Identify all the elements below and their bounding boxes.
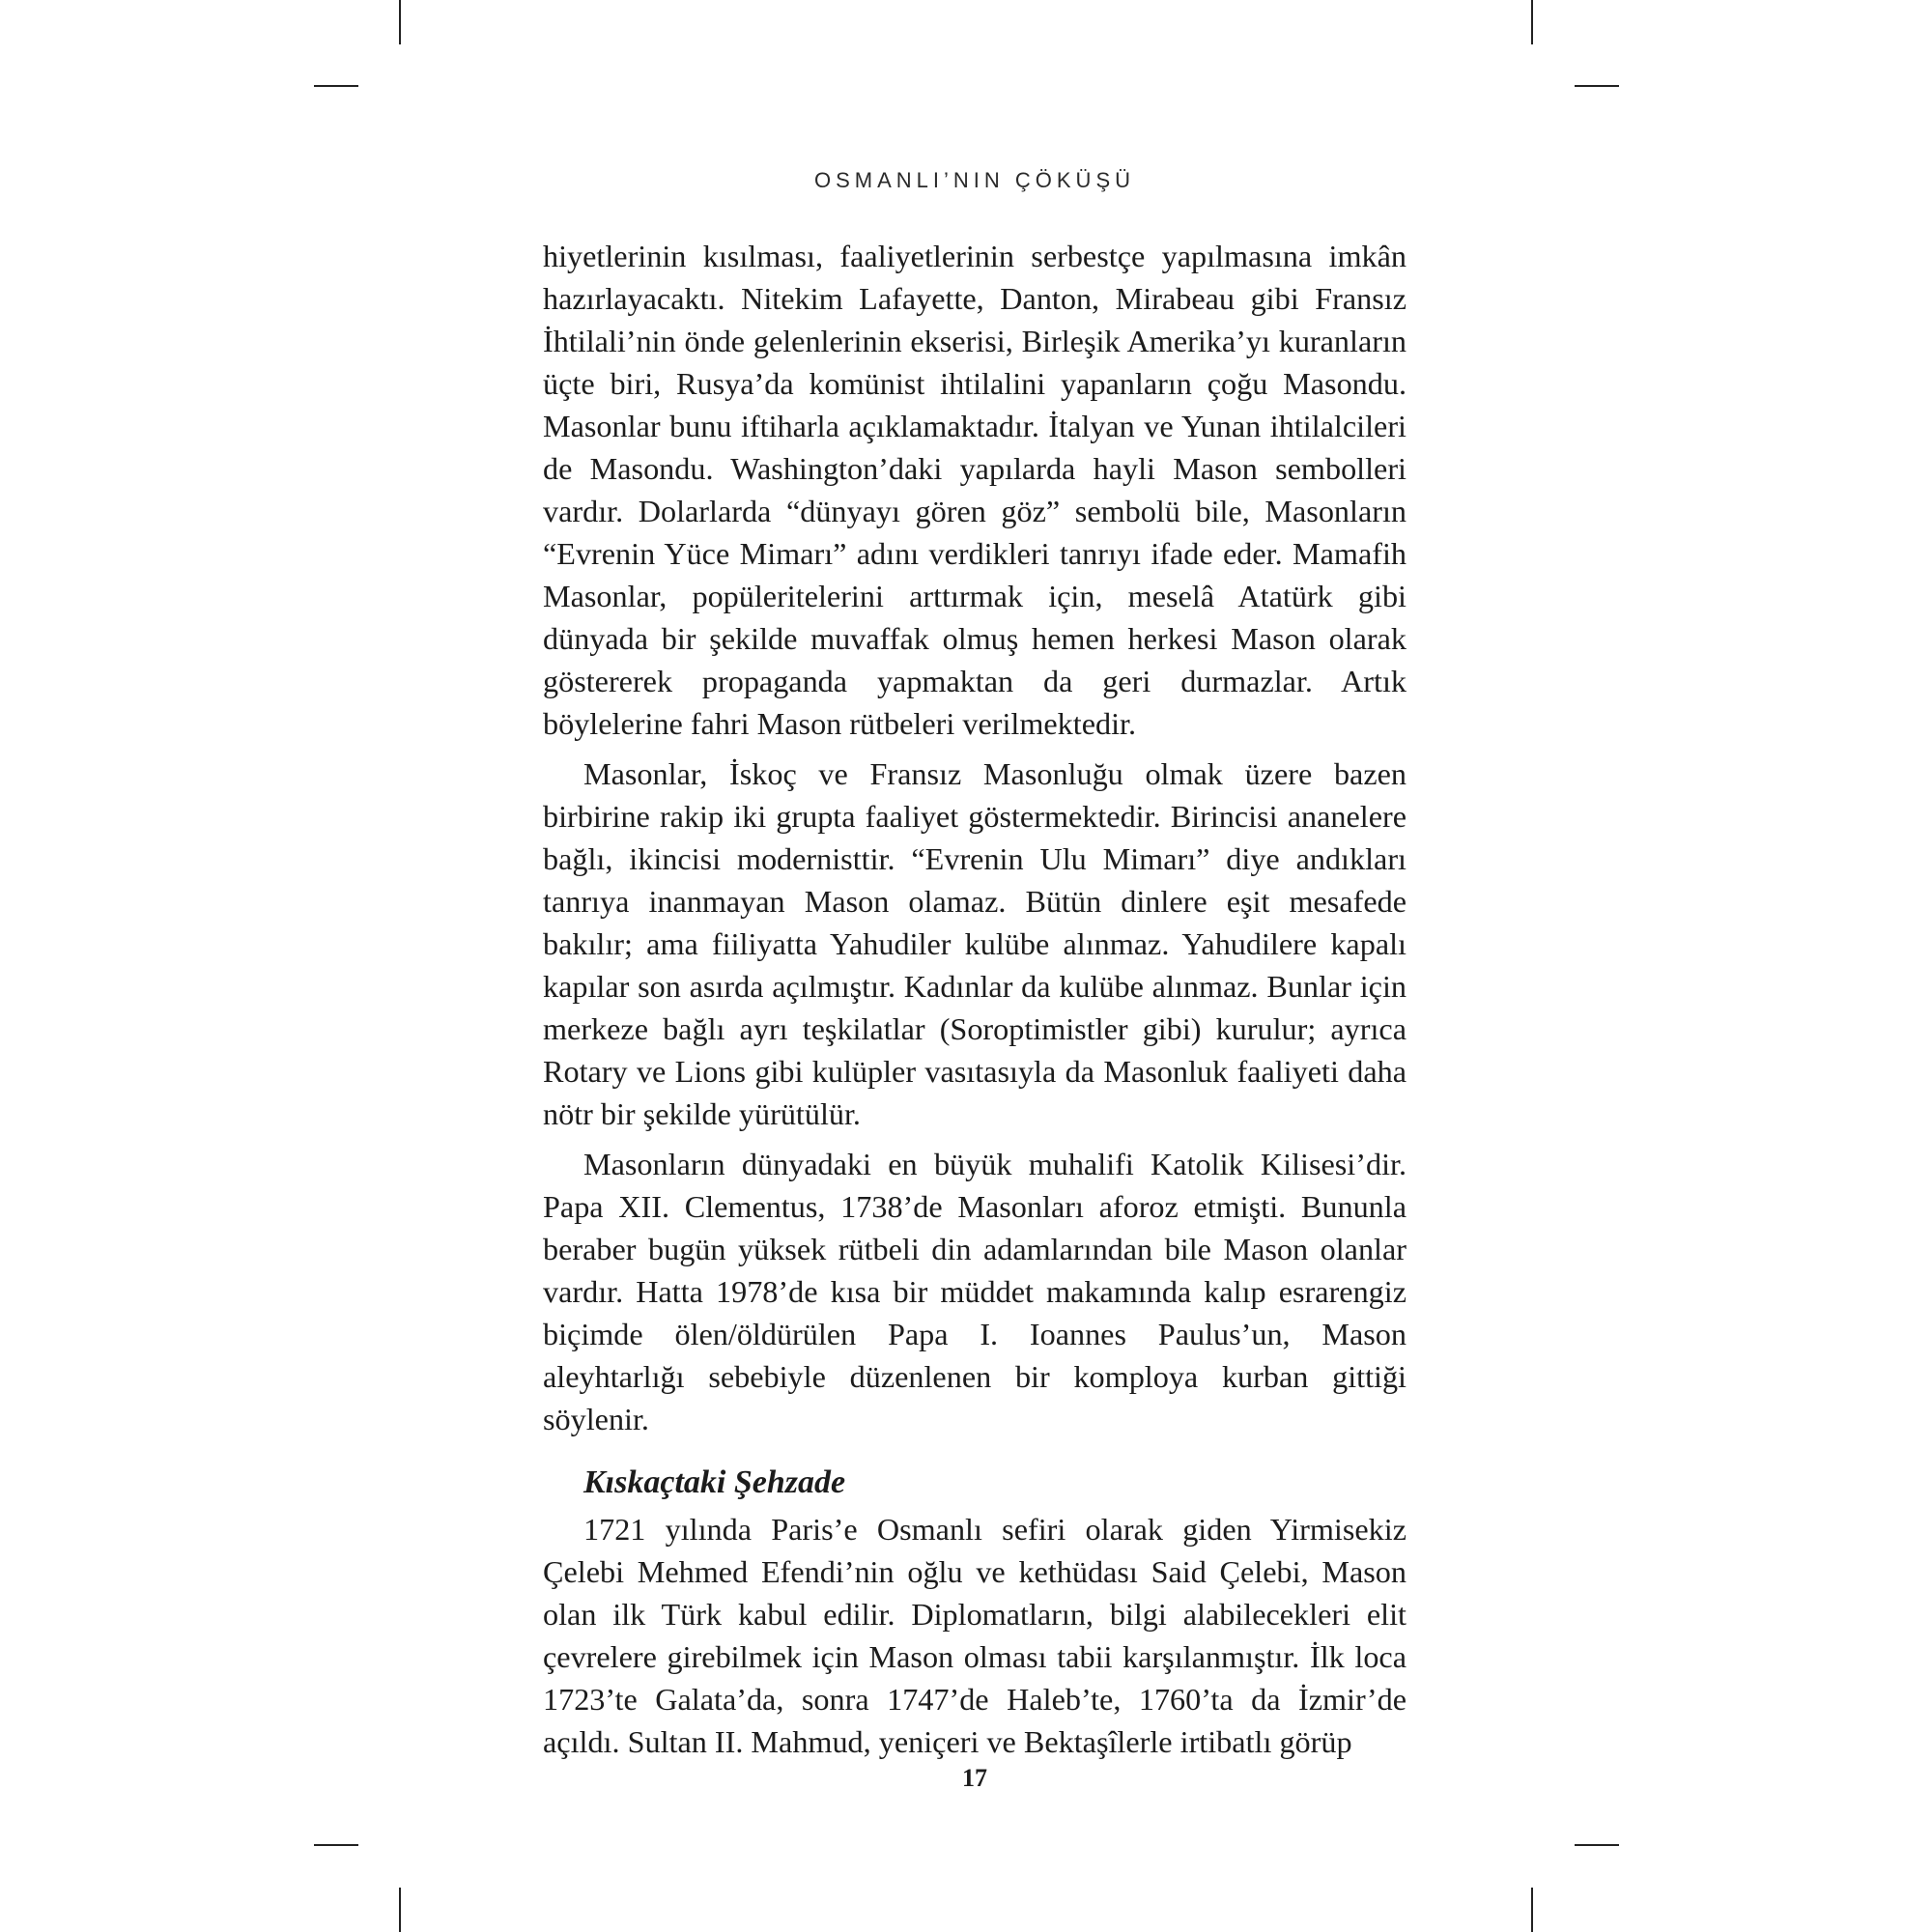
body-text [543,235,1406,1763]
page-number: 17 [962,1764,987,1792]
crop-mark-bottom-right-horizontal [1575,1844,1619,1846]
paragraph-catholic-church: Masonların dünyadaki en büyük muhalifi Katolik Kilisesi’dir. Papa XII. Clementus, 1738’de Masonları aforoz etmişti. Bununla beraber bugün yüksek rütbeli din adamlarından bile Mason olanlar vardır. Hatta 1978’de kısa bir müddet makamında kalıp esrarengiz biçimde ölen/öldürülen Papa I. Ioannes Paulus’un, Mason aleyhtarlığı sebebiyle düzenlenen bir komploya kurban gittiği söylenir. [543,1147,1406,1436]
crop-mark-top-left-horizontal [314,85,358,87]
paragraph-first-turkish-mason: 1721 yılında Paris’e Osmanlı sefiri olarak giden Yirmisekiz Çelebi Mehmed Efendi’nin oğlu ve kethüdası Said Çelebi, Mason olan ilk Türk kabul edilir. Diplomatların, bilgi alabilecekleri elit çevrelere girebilmek için Mason olması tabii karşılanmıştır. İlk loca 1723’te Galata’da, sonra 1747’de Haleb’te, 1760’ta da İzmir’de açıldı. Sultan II. Mahmud, yeniçeri ve Bektaşîlerle irtibatlı görüp [543,1512,1406,1759]
crop-mark-bottom-left-vertical [399,1888,401,1932]
crop-mark-top-right-horizontal [1575,85,1619,87]
running-head: OSMANLI’NIN ÇÖKÜŞÜ [813,168,1136,192]
crop-mark-bottom-left-horizontal [314,1844,358,1846]
section-heading: Kıskaçtaki Şehzade [583,1464,846,1500]
crop-mark-top-left-vertical [399,0,401,44]
crop-mark-bottom-right-vertical [1531,1888,1533,1932]
paragraph-masonic-branches: Masonlar, İskoç ve Fransız Masonluğu olmak üzere bazen birbirine rakip iki grupta faaliyet göstermektedir. Birincisi ananelere bağlı, ikincisi modernisttir. “Evrenin Ulu Mimarı” diye andıkları tanrıya inanmayan Mason olamaz. Bütün dinlere eşit mesafede bakılır; ama fiiliyatta Yahudiler kulübe alınmaz. Yahudilere kapalı kapılar son asırda açılmıştır. Kadınlar da kulübe alınmaz. Bunlar için merkeze bağlı ayrı teşkilatlar (Soroptimistler gibi) kurulur; ayrıca Rotary ve Lions gibi kulüpler vasıtasıyla da Masonluk faaliyeti daha nötr bir şekilde yürütülür. [543,756,1406,1131]
crop-mark-top-right-vertical [1531,0,1533,44]
paragraph-continued: hiyetlerinin kısılması, faaliyetlerinin serbestçe yapılmasına imkân hazırlayacaktı. Nitekim Lafayette, Danton, Mirabeau gibi Fransız İhtilali’nin önde gelenlerinin ekserisi, Birleşik Amerika’yı kuranların üçte biri, Rusya’da komünist ihtilalini yapanların çoğu Masondu. Masonlar bunu iftiharla açıklamaktadır. İtalyan ve Yunan ihtilalcileri de Masondu. Washington’daki yapılarda hayli Mason sembolleri vardır. Dolarlarda “dünyayı gören göz” sembolü bile, Masonların “Evrenin Yüce Mimarı” adını verdikleri tanrıyı ifade eder. Mamafih Masonlar, popüleritelerini arttırmak için, meselâ Atatürk gibi dünyada bir şekilde muvaffak olmuş hemen herkesi Mason olarak göstererek propaganda yapmaktan da geri durmazlar. Artık böylelerine fahri Mason rütbeleri verilmektedir. [543,239,1406,741]
